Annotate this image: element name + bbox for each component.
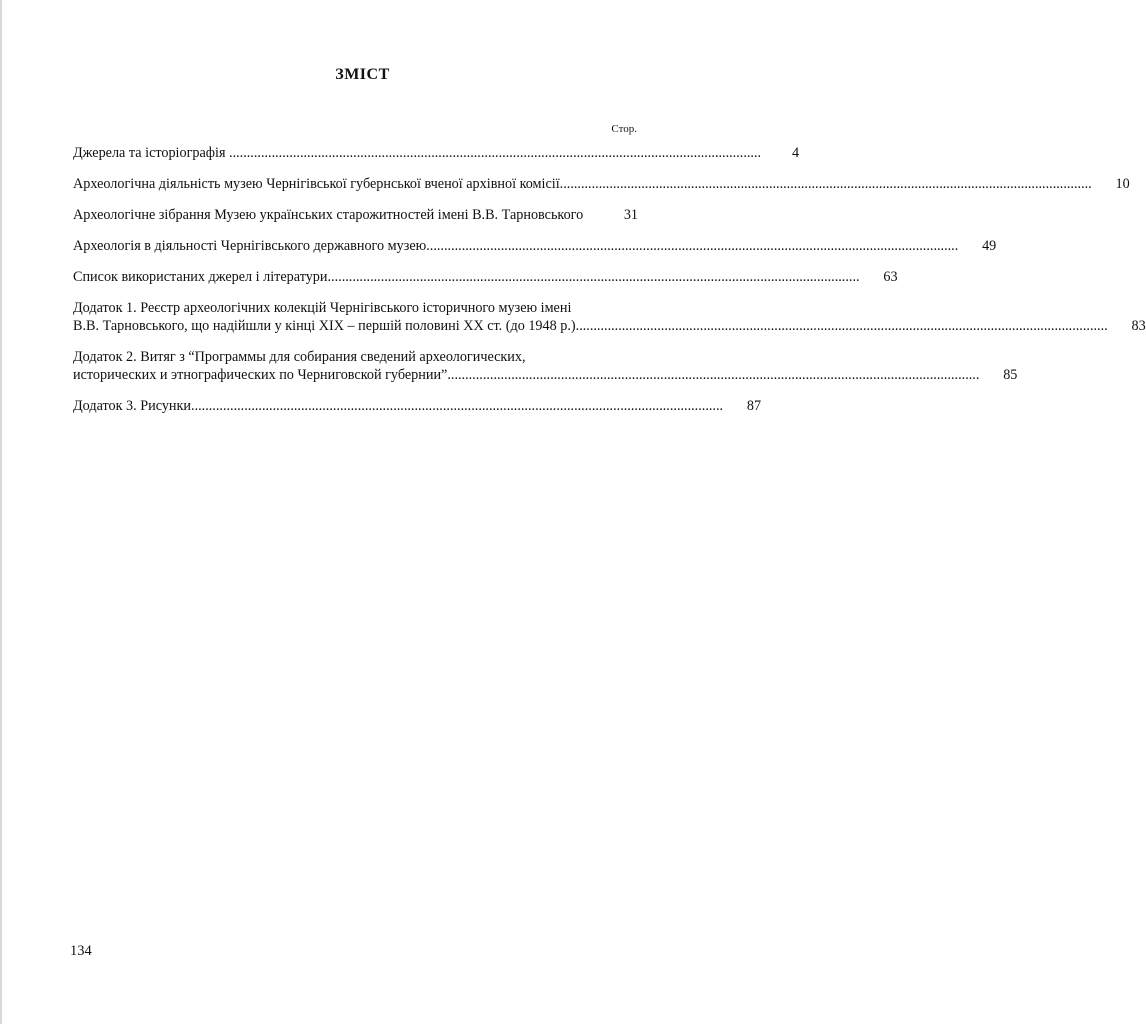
- toc-entry-page: 4: [791, 145, 800, 161]
- toc-entry-title: Археологічне зібрання Музею українських старожитностей імені В.В. Тарновського: [73, 207, 584, 223]
- toc-entry-title-line: В.В. Тарновського, що надійшли у кінці XIX – першій половині XX ст. (до 1948 р.): [73, 318, 576, 334]
- toc-entry-title: Список використаних джерел і літератури: [73, 269, 328, 285]
- toc-entry-title: Археологія в діяльності Чернігівського державного музею: [73, 238, 427, 254]
- toc-entry-title-line: Додаток 1. Реєстр археологічних колекцій Чернігівського історичного музею імені: [73, 300, 572, 316]
- toc-leader-dots: ......................................................................................................................................................: [225, 145, 762, 161]
- toc-entry-title: Додаток 3. Рисунки: [73, 398, 192, 414]
- toc-entry-title-line: исторических и этнографических по Черниговской губернии”: [73, 367, 448, 383]
- footer-page-number: 134: [70, 943, 92, 959]
- toc-entry[interactable]: [73, 175, 1130, 193]
- toc-entry-title: Археологічна діяльність музею Чернігівської губернської вченої архівної комісії: [73, 176, 560, 192]
- toc-entry[interactable]: [73, 268, 898, 286]
- toc-entry[interactable]: [73, 144, 800, 162]
- page-title: ЗМІСТ: [335, 66, 390, 83]
- toc-entry-page: 10: [1115, 176, 1130, 192]
- toc-entry-page: 49: [982, 238, 997, 254]
- page-column-label: Стор.: [611, 123, 637, 135]
- toc-entry-title: Джерела та історіографія: [73, 145, 226, 161]
- toc-leader-dots: ......................................................................................................................................................: [426, 238, 959, 254]
- toc-entry[interactable]: [73, 348, 1018, 384]
- toc-leader-dots: ......................................................................................................................................................: [559, 176, 1092, 192]
- toc-leader-dots: ......................................................................................................................................................: [191, 398, 724, 414]
- toc-entry-page: 83: [1131, 318, 1146, 334]
- toc-leader-dots: ......................................................................................................................................................: [327, 269, 860, 285]
- toc-entry[interactable]: [73, 206, 638, 224]
- toc-entry-page: 63: [883, 269, 898, 285]
- toc-entry-page: 87: [746, 398, 762, 414]
- toc-entry[interactable]: [73, 299, 1146, 335]
- toc-entry-page: 31: [623, 207, 638, 223]
- table-of-contents: [73, 144, 1146, 428]
- toc-leader-dots: ......................................................................................................................................................: [447, 367, 980, 383]
- toc-entry[interactable]: [73, 397, 762, 415]
- toc-entry-title-line: Додаток 2. Витяг з “Программы для собирания сведений археологических,: [73, 349, 526, 365]
- toc-entry-page: 85: [1003, 367, 1018, 383]
- toc-leader-dots: ......................................................................................................................................................: [575, 318, 1108, 334]
- page-edge: [0, 0, 2, 1024]
- toc-entry[interactable]: [73, 237, 997, 255]
